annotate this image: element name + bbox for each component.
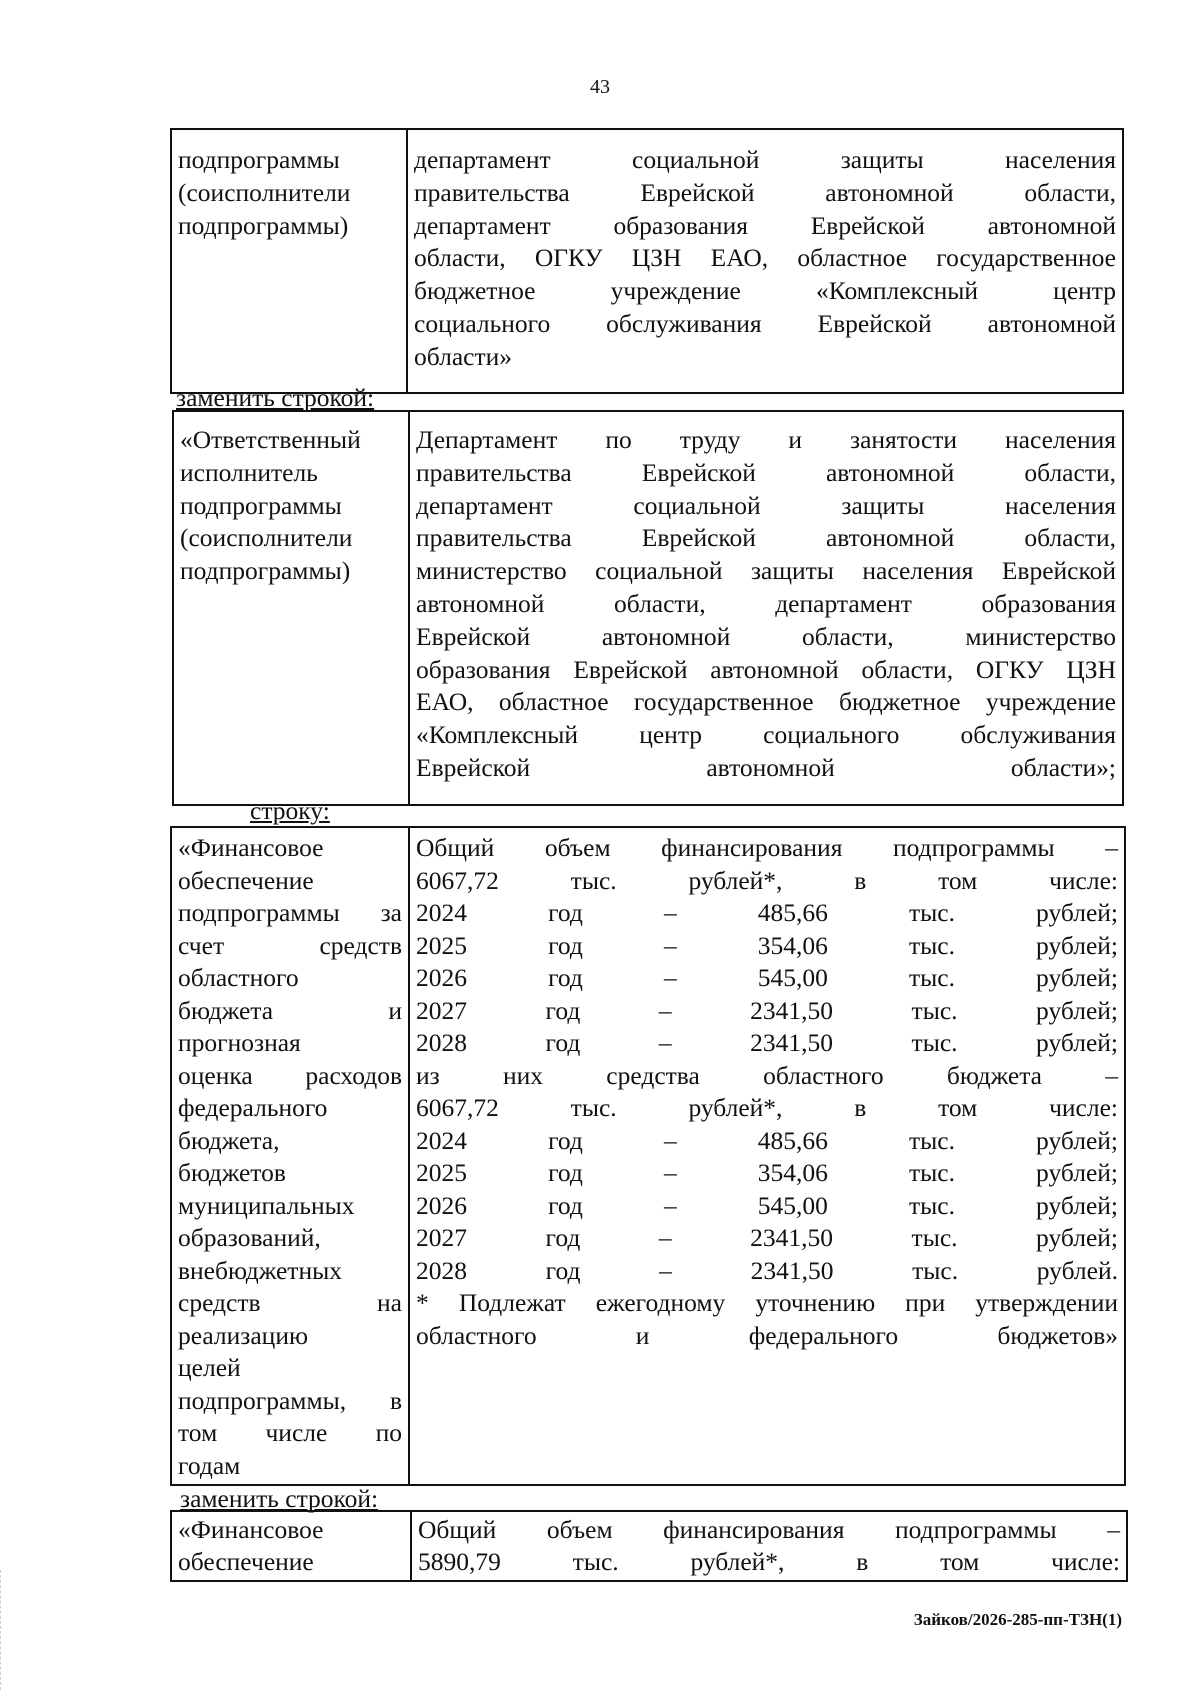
text-line: области»	[414, 341, 512, 371]
table-row-coexecutors-old	[170, 128, 1124, 394]
page-number: 43	[590, 76, 610, 98]
caption-row: строку:	[250, 796, 330, 825]
text-line: 6067,72 тыс. рублей*, в том числе:	[416, 865, 1118, 895]
right-cell	[409, 411, 1123, 805]
text-line: бюджетное учреждение «Комплексный центр	[414, 276, 1116, 306]
text-line: (соисполнители	[180, 523, 353, 553]
text-line: правительства Еврейской автономной области,	[414, 177, 1116, 207]
text-line: подпрограммы	[178, 145, 340, 174]
text-line: Еврейской автономной области»;	[416, 752, 1116, 782]
left-cell	[173, 411, 409, 805]
text-line: «Финансовое	[178, 1515, 324, 1544]
text-line: подпрограммы, в	[178, 1385, 402, 1415]
text-line: 2025 год – 354,06 тыс. рублей;	[416, 1158, 1118, 1187]
text-line: средств на	[178, 1288, 402, 1317]
text-line: области, ОГКУ ЦЗН ЕАО, областное государственное	[414, 243, 1116, 273]
text-line: Общий объем финансирования подпрограммы –	[416, 833, 1118, 862]
text-line: прогнозная	[178, 1028, 301, 1057]
text-line: 2025 год – 354,06 тыс. рублей;	[416, 930, 1118, 960]
text-line: «Ответственный	[180, 425, 361, 454]
document-code: Зайков/2026-285-пп-ТЗН(1)	[913, 1610, 1122, 1629]
text-line: бюджета и	[178, 995, 402, 1025]
text-line: Еврейской автономной области, министерство	[416, 621, 1116, 651]
text-line: автономной области, департамент образования	[416, 588, 1116, 618]
text-line: 2026 год – 545,00 тыс. рублей;	[416, 963, 1118, 992]
text-line: «Комплексный центр социального обслуживания	[416, 720, 1116, 750]
text-line: ЕАО, областное государственное бюджетное учреждение	[416, 687, 1116, 717]
text-line: (соисполнители	[178, 177, 351, 207]
text-line: подпрограммы за	[178, 898, 402, 927]
text-line: внебюджетных	[178, 1255, 342, 1285]
text-line: бюджетов	[178, 1158, 286, 1187]
text-line: образования Еврейской автономной области, ОГКУ ЦЗН	[416, 654, 1116, 684]
text-line: том числе по	[178, 1418, 402, 1447]
text-line: правительства Еврейской автономной области,	[416, 523, 1116, 553]
text-line: областного и федерального бюджетов»	[416, 1320, 1118, 1350]
text-line: министерство социальной защиты населения Еврейской	[416, 556, 1116, 586]
text-line: 2024 год – 485,66 тыс. рублей;	[416, 898, 1118, 927]
text-line: социального обслуживания Еврейской автономной	[414, 308, 1116, 338]
text-line: 2027 год – 2341,50 тыс. рублей;	[416, 995, 1118, 1025]
text-line: 2024 год – 485,66 тыс. рублей;	[416, 1125, 1118, 1155]
caption-replace-row: заменить строкой:	[180, 1484, 379, 1513]
text-line: правительства Еврейской автономной области,	[416, 457, 1116, 487]
text-line: подпрограммы)	[180, 556, 351, 586]
text-line: «Финансовое	[178, 833, 324, 862]
text-line: департамент социальной защиты населения	[416, 490, 1116, 520]
text-line: реализацию	[178, 1320, 309, 1350]
text-line: образований,	[178, 1223, 321, 1252]
table-row-financing-old	[170, 826, 1126, 1486]
table-row-financing-new	[170, 1510, 1128, 1582]
text-line: 2026 год – 545,00 тыс. рублей;	[416, 1190, 1118, 1220]
text-line: муниципальных	[178, 1190, 355, 1220]
text-line: годам	[178, 1450, 241, 1480]
text-line: оценка расходов	[178, 1060, 402, 1090]
right-cell	[411, 1511, 1127, 1581]
text-line: подпрограммы)	[178, 210, 349, 240]
right-cell	[409, 827, 1125, 1485]
text-line: * Подлежат ежегодному уточнению при утверждении	[416, 1288, 1118, 1317]
left-cell	[171, 1511, 411, 1581]
caption-replace-row: заменить строкой:	[176, 383, 375, 412]
text-line: 2028 год – 2341,50 тыс. рублей;	[416, 1028, 1118, 1057]
text-line: 2027 год – 2341,50 тыс. рублей;	[416, 1223, 1118, 1252]
text-line: департамент социальной защиты населения	[414, 145, 1116, 174]
text-line: Департамент по труду и занятости населения	[416, 425, 1116, 454]
text-line: подпрограммы	[180, 490, 342, 520]
right-cell	[407, 129, 1123, 393]
scan-edge-marks	[0, 1570, 4, 1690]
text-line: Общий объем финансирования подпрограммы –	[418, 1515, 1120, 1544]
text-line: целей	[178, 1353, 241, 1382]
table-row-coexecutors-new	[172, 410, 1124, 806]
text-line: федерального	[178, 1093, 328, 1122]
text-line: счет средств	[178, 930, 402, 960]
text-line: обеспечение	[178, 865, 314, 895]
text-line: 2028 год – 2341,50 тыс. рублей.	[416, 1255, 1118, 1285]
text-line: 5890,79 тыс. рублей*, в том числе:	[418, 1547, 1120, 1576]
left-cell	[171, 827, 409, 1485]
text-line: 6067,72 тыс. рублей*, в том числе:	[416, 1093, 1118, 1122]
text-line: из них средства областного бюджета –	[416, 1060, 1118, 1090]
text-line: исполнитель	[180, 457, 318, 487]
text-line: обеспечение	[178, 1547, 314, 1576]
left-cell	[171, 129, 407, 393]
text-line: бюджета,	[178, 1125, 280, 1155]
text-line: департамент образования Еврейской автономной	[414, 210, 1116, 240]
text-line: областного	[178, 963, 299, 992]
